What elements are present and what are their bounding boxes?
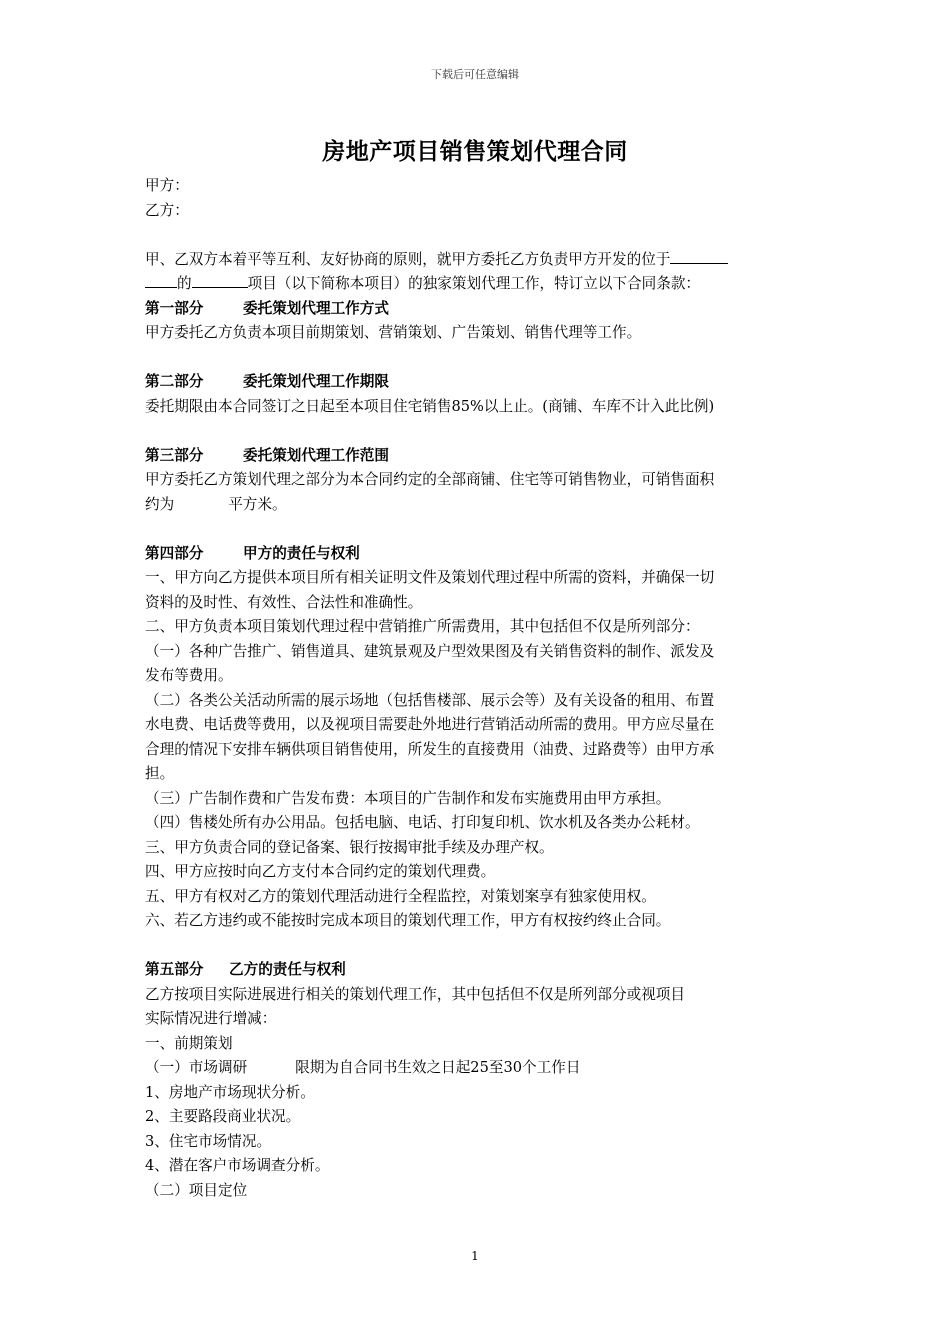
page-number: 1 (471, 1249, 479, 1263)
document-body (145, 174, 810, 1203)
section-4-line: 三、甲方负责合同的登记备案、银行按揭审批手续及办理产权。 (145, 838, 554, 856)
section-5-line-4 (145, 1056, 810, 1081)
section-4-heading (145, 542, 810, 567)
section-3-label: 第三部分 (145, 446, 204, 464)
intro-line-2 (145, 272, 810, 297)
section-5-line-3: 一、前期策划 (145, 1034, 233, 1052)
market-research-period: 限期为自合同书生效之日起25至30个工作日 (295, 1059, 581, 1076)
intro-text-2a: 的 (177, 275, 192, 292)
section-2-title: 委托策划代理工作期限 (243, 373, 389, 390)
section-5-line-2: 实际情况进行增减： (145, 1010, 277, 1027)
party-b-line: 乙方： (145, 201, 189, 219)
section-3-body-1: 甲方委托乙方策划代理之部分为本合同约定的全部商铺、住宅等可销售物业，可销售面积 (145, 471, 715, 488)
section-3-heading (145, 444, 810, 469)
fill-blank-project (192, 273, 248, 288)
document-title: 房地产项目销售策划代理合同 (322, 138, 628, 165)
section-3-text-b: 平方米。 (228, 495, 287, 513)
list-item: 4、潜在客户市场调查分析。 (145, 1157, 330, 1174)
intro-line-1 (145, 248, 810, 273)
section-1-title: 委托策划代理工作方式 (243, 299, 389, 317)
section-4-line: 二、甲方负责本项目策划代理过程中营销推广所需费用，其中包括但不仅是所列部分： (145, 618, 700, 635)
section-3-title: 委托策划代理工作范围 (243, 446, 389, 464)
list-item: 3、住宅市场情况。 (145, 1132, 272, 1150)
section-5-title: 乙方的责任与权利 (229, 961, 346, 978)
section-3-text-a: 约为 (145, 495, 175, 513)
section-4-line: 五、甲方有权对乙方的策划代理活动进行全程监控，对策划案享有独家使用权。 (145, 887, 656, 905)
party-a-line: 甲方： (145, 177, 189, 194)
fill-blank-location-cont (145, 273, 177, 288)
section-5-label: 第五部分 (145, 961, 204, 978)
section-1-label: 第一部分 (145, 299, 204, 317)
list-item: 2、主要路段商业状况。 (145, 1108, 301, 1125)
section-4-line: （四）售楼处所有办公用品。包括电脑、电话、打印复印机、饮水机及各类办公耗材。 (145, 814, 700, 831)
spacer (145, 517, 810, 542)
section-1-body: 甲方委托乙方负责本项目前期策划、营销策划、广告策划、销售代理等工作。 (145, 324, 642, 341)
section-5-line-1: 乙方按项目实际进展进行相关的策划代理工作，其中包括但不仅是所列部分或视项目 (145, 985, 685, 1003)
spacer (145, 346, 810, 371)
section-4-line: 发布等费用。 (145, 667, 233, 684)
fill-blank-location (670, 249, 728, 264)
spacer (145, 934, 810, 959)
section-4-line: （二）各类公关活动所需的展示场地（包括售楼部、展示会等）及有关设备的租用、布置 (145, 691, 715, 709)
spacer (145, 223, 810, 248)
section-5-last-line: （二）项目定位 (145, 1181, 248, 1199)
section-4-line: 担。 (145, 765, 175, 782)
section-3-body-2 (145, 493, 810, 518)
section-4-line: 资料的及时性、有效性、合法性和准确性。 (145, 593, 423, 611)
section-4-line: 六、若乙方违约或不能按时完成本项目的策划代理工作，甲方有权按约终止合同。 (145, 912, 671, 929)
spacer (145, 419, 810, 444)
intro-text-2b: 项目（以下简称本项目）的独家策划代理工作，特订立以下合同条款： (247, 275, 701, 292)
section-2-body: 委托期限由本合同签订之日起至本项目住宅销售85%以上止。(商铺、车库不计入此比例) (145, 397, 715, 415)
section-4-line: 一、甲方向乙方提供本项目所有相关证明文件及策划代理过程中所需的资料，并确保一切 (145, 569, 715, 586)
section-2-label: 第二部分 (145, 373, 204, 390)
section-1-heading (145, 297, 810, 322)
section-4-line: 水电费、电话费等费用，以及视项目需要赴外地进行营销活动所需的费用。甲方应尽量在 (145, 716, 715, 733)
market-research-label: （一）市场调研 (145, 1059, 248, 1076)
section-4-title: 甲方的责任与权利 (243, 544, 360, 562)
list-item: 1、房地产市场现状分析。 (145, 1083, 315, 1101)
section-2-heading (145, 370, 810, 395)
intro-text-1: 甲、乙双方本着平等互利、友好协商的原则，就甲方委托乙方负责甲方开发的位于 (145, 250, 671, 268)
section-4-line: （三）广告制作费和广告发布费：本项目的广告制作和发布实施费用由甲方承担。 (145, 789, 671, 807)
section-4-label: 第四部分 (145, 544, 204, 562)
section-4-line: （一）各种广告推广、销售道具、建筑景观及户型效果图及有关销售资料的制作、派发及 (145, 642, 715, 660)
section-5-heading (145, 958, 810, 983)
section-4-line: 四、甲方应按时向乙方支付本合同约定的策划代理费。 (145, 863, 496, 880)
section-4-line: 合理的情况下安排车辆供项目销售使用，所发生的直接费用（油费、过路费等）由甲方承 (145, 740, 715, 758)
page-header: 下载后可任意编辑 (431, 68, 519, 81)
